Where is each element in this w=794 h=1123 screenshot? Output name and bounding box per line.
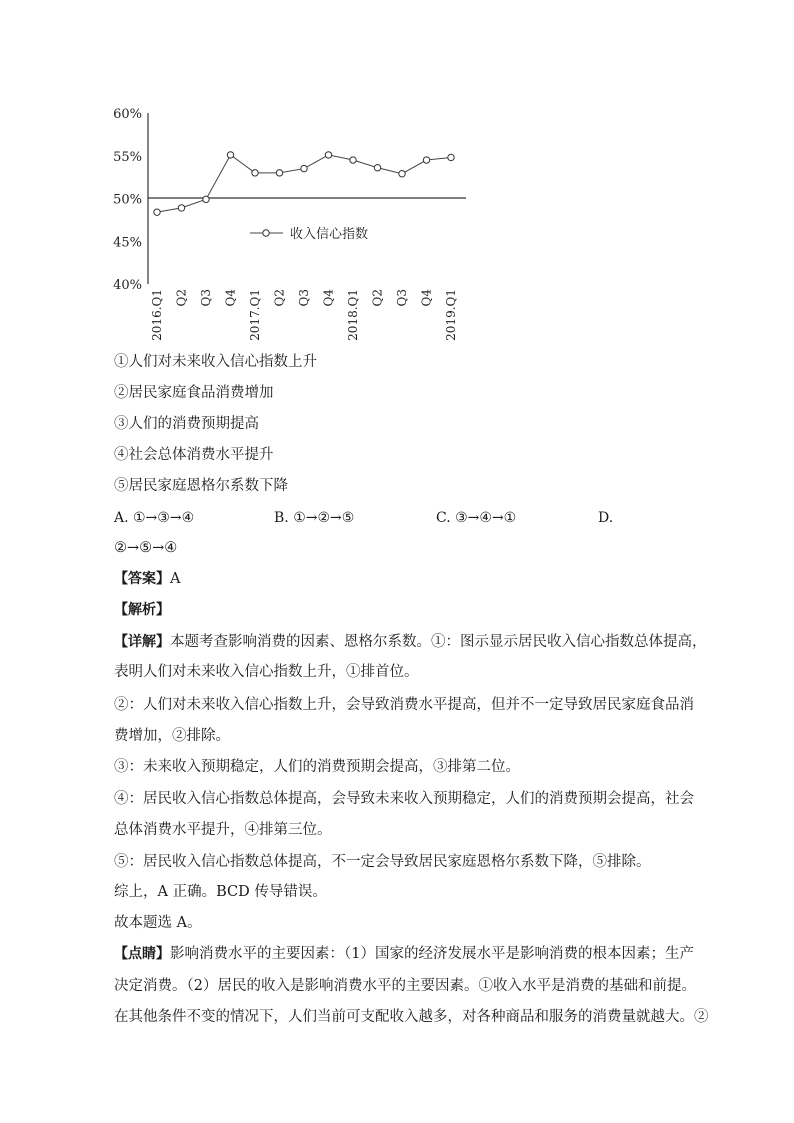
data-point [227, 152, 233, 158]
tip-line-3: 在其他条件不变的情况下，人们当前可支配收入越多，对各种商品和服务的消费量就越大。② [114, 1009, 709, 1025]
y-tick-label: 55% [113, 149, 142, 165]
data-point [325, 152, 331, 158]
detail-line-10: 故本题选 A。 [114, 915, 202, 931]
item-3: ③人们的消费预期提高 [114, 416, 259, 432]
x-tick-label: Q3 [297, 289, 311, 307]
x-tick-label: Q3 [199, 289, 213, 307]
data-point [252, 170, 258, 176]
data-point [301, 165, 307, 171]
answer-tag: 【答案】 [114, 571, 170, 587]
tip-tag: 【点睛】 [114, 946, 170, 962]
tip-line-1 [114, 944, 694, 964]
detail-line-5: ③：未来收入预期稳定，人们的消费预期会提高，③排第二位。 [114, 759, 520, 775]
series-line [157, 155, 451, 212]
x-tick-label: Q2 [174, 289, 189, 307]
x-tick-label: 2017.Q1 [248, 289, 262, 341]
detail-text-1: 本题考查影响消费的因素、恩格尔系数。①：图示显示居民收入信心指数总体提高， [170, 634, 707, 650]
data-point [423, 157, 429, 163]
y-tick-label: 60% [113, 107, 142, 122]
x-tick-label: Q3 [395, 289, 409, 307]
detail-line-9: 综上，A 正确。BCD 传导错误。 [114, 884, 327, 900]
data-point [448, 154, 454, 160]
answer-line [114, 569, 180, 589]
option-d: D. [598, 510, 614, 526]
data-point [399, 171, 405, 177]
item-4: ④社会总体消费水平提升 [114, 447, 274, 463]
detail-line-1 [114, 632, 707, 652]
answer-value: A [170, 571, 181, 587]
x-tick-label: Q2 [272, 289, 287, 307]
legend-label: 收入信心指数 [290, 227, 369, 242]
y-tick-label: 50% [113, 192, 142, 208]
option-c: C. ③→④→① [436, 510, 517, 526]
detail-line-8: ⑤：居民收入信心指数总体提高，不一定会导致居民家庭恩格尔系数下降，⑤排除。 [114, 854, 651, 870]
option-d-content: ②→⑤→④ [114, 540, 178, 556]
data-point [374, 165, 380, 171]
x-tick-label: Q4 [223, 289, 238, 307]
data-point [203, 196, 209, 202]
data-point [154, 209, 160, 215]
data-point [276, 170, 282, 176]
item-2: ②居民家庭食品消费增加 [114, 385, 274, 401]
x-tick-label: Q2 [370, 289, 385, 307]
data-point [178, 205, 184, 211]
detail-line-4: 费增加，②排除。 [114, 728, 230, 744]
item-1: ①人们对未来收入信心指数上升 [114, 354, 317, 370]
x-tick-label: Q4 [419, 289, 434, 307]
legend-marker [263, 230, 269, 236]
data-point [350, 157, 356, 163]
analysis-tag: 【解析】 [114, 602, 170, 618]
x-tick-label: Q4 [321, 289, 336, 307]
y-tick-label: 45% [113, 235, 142, 251]
detail-line-7: 总体消费水平提升，④排第三位。 [114, 822, 332, 838]
y-tick-label: 40% [113, 278, 142, 293]
x-tick-label: 2019.Q1 [444, 289, 458, 341]
detail-line-6: ④：居民收入信心指数总体提高，会导致未来收入预期稳定，人们的消费预期会提高，社会 [114, 791, 694, 807]
analysis-line [114, 600, 170, 620]
detail-line-3: ②：人们对未来收入信心指数上升，会导致消费水平提高，但并不一定导致居民家庭食品消 [114, 697, 694, 713]
x-tick-label: 2016.Q1 [150, 289, 164, 341]
x-tick-label: 2018.Q1 [346, 289, 360, 341]
detail-tag: 【详解】 [114, 634, 170, 650]
item-5: ⑤居民家庭恩格尔系数下降 [114, 478, 288, 494]
option-a: A. ①→③→④ [114, 510, 195, 526]
tip-text-1: 影响消费水平的主要因素：（1）国家的经济发展水平是影响消费的根本因素；生产 [170, 946, 694, 962]
income-confidence-chart [100, 96, 480, 346]
detail-line-2: 表明人们对未来收入信心指数上升，①排首位。 [114, 664, 419, 680]
tip-line-2: 决定消费。（2）居民的收入是影响消费水平的主要因素。①收入水平是消费的基础和前提。 [114, 978, 696, 994]
option-b: B. ①→②→⑤ [274, 510, 355, 526]
